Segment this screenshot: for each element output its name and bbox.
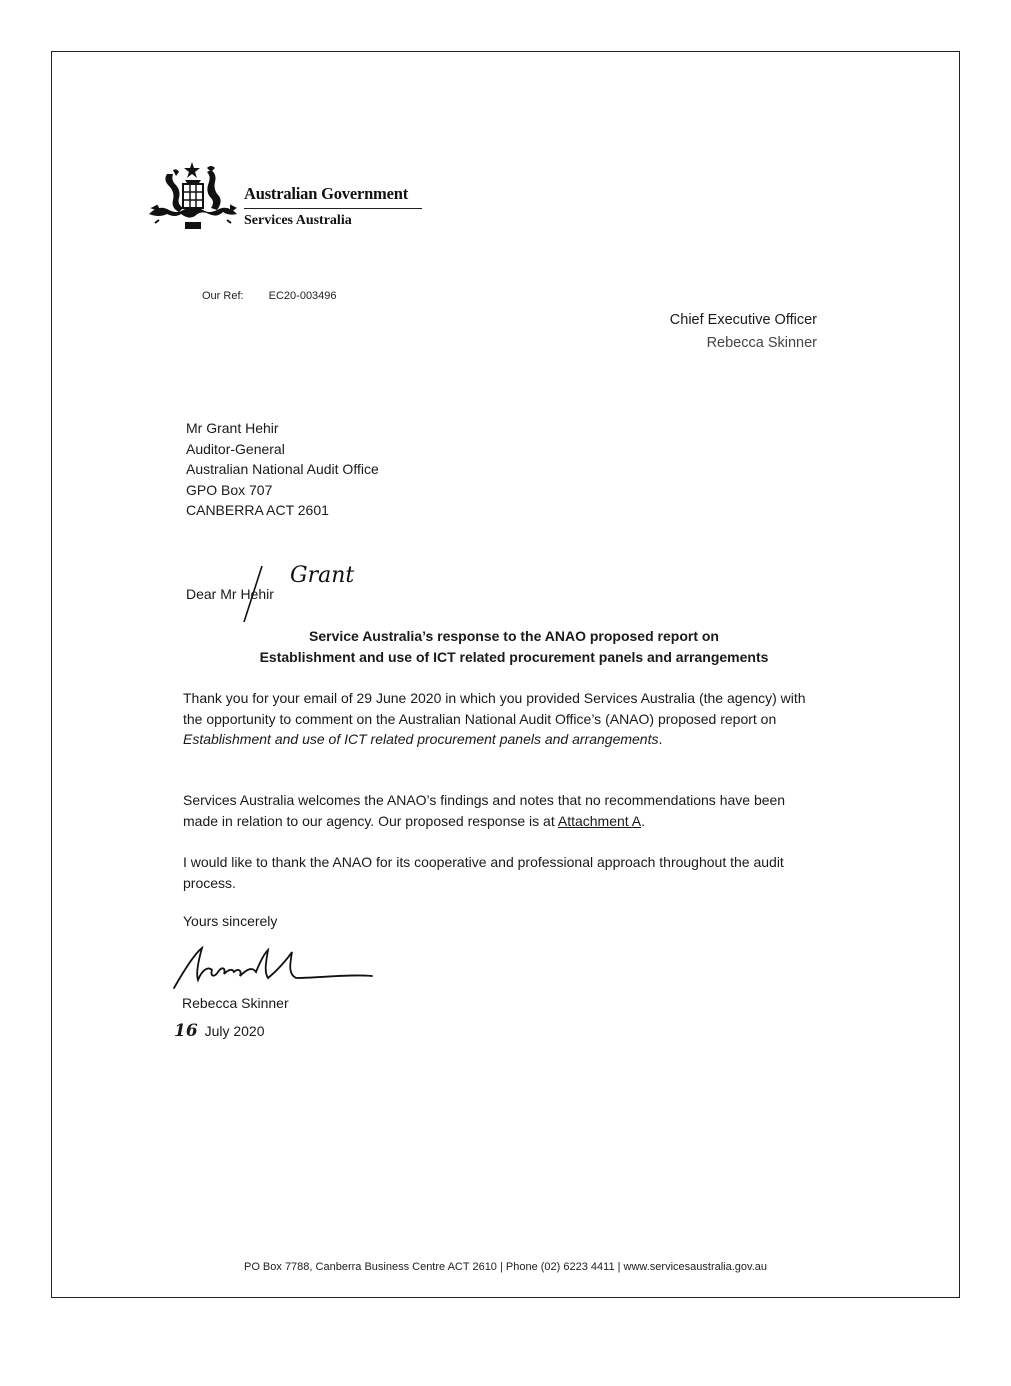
handwritten-greeting: Grant: [290, 563, 355, 588]
footer-contact: PO Box 7788, Canberra Business Centre ACT 2610 | Phone (02) 6223 4411 | www.servicesaustralia.gov.au: [243, 1261, 767, 1273]
body-paragraph: [183, 790, 823, 831]
sender-name: Rebecca Skinner: [706, 335, 817, 351]
government-name: Australian Government: [244, 184, 408, 203]
reference-line: [202, 290, 337, 302]
salutation: Dear Mr Hehir: [186, 586, 274, 602]
address-line: Mr Grant Hehir: [186, 420, 279, 436]
date-text: July 2020: [204, 1023, 265, 1039]
valediction: Yours sincerely: [183, 913, 278, 929]
subject-line: Service Australia’s response to the ANAO proposed report on: [309, 628, 719, 644]
handwritten-correction: [230, 560, 380, 630]
signature-image: [168, 940, 378, 996]
address-line: CANBERRA ACT 2601: [186, 502, 329, 518]
handwritten-day: 16: [174, 1021, 198, 1041]
sender-title: Chief Executive Officer: [669, 312, 817, 328]
letter-date: [174, 1021, 265, 1041]
page-border: [51, 51, 960, 1298]
body-paragraph: [183, 688, 823, 750]
attachment-reference: Attachment A: [557, 812, 642, 829]
paragraph-text: Services Australia welcomes the ANAO’s findings and notes that no recommendations have been made in relation to our agency. Our proposed response is at: [183, 792, 786, 829]
coat-of-arms-icon: [145, 160, 241, 234]
address-line: Australian National Audit Office: [186, 461, 379, 477]
letter-subject: [186, 626, 842, 667]
address-line: Auditor-General: [186, 440, 285, 457]
recipient-address: [186, 418, 379, 521]
address-line: GPO Box 707: [186, 481, 273, 498]
report-title: Establishment and use of ICT related procurement panels and arrangements: [183, 731, 659, 747]
signer-name: Rebecca Skinner: [182, 995, 289, 1011]
reference-value: EC20-003496: [268, 290, 337, 302]
paragraph-text: .: [658, 731, 663, 747]
reference-label: Our Ref:: [202, 290, 244, 302]
agency-name: Services Australia: [244, 213, 352, 228]
subject-line: Establishment and use of ICT related procurement panels and arrangements: [259, 648, 769, 665]
sender-block: [670, 309, 817, 355]
paragraph-text: .: [641, 812, 646, 829]
body-paragraph: I would like to thank the ANAO for its cooperative and professional approach throughout the audit process.: [183, 854, 784, 891]
letterhead-divider: [244, 208, 422, 209]
paragraph-text: Thank you for your email of 29 June 2020 in which you provided Services Australia (the agency) with the opportunity to comment on the Australian National Audit Office’s (ANAO) proposed report on: [183, 690, 806, 727]
